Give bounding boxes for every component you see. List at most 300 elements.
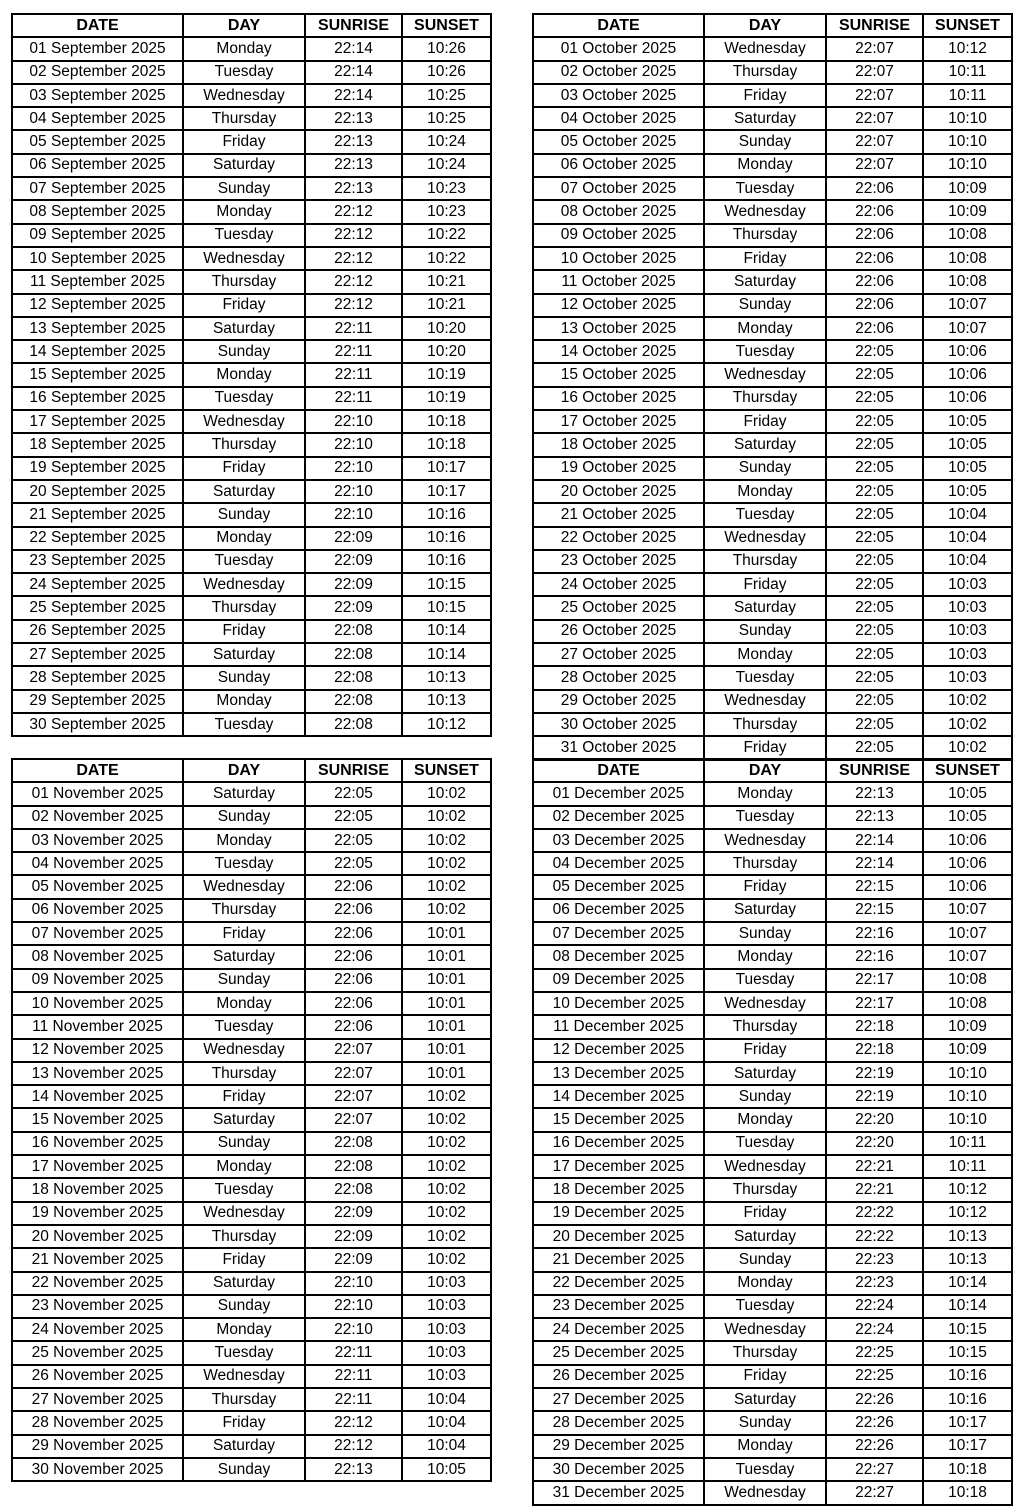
table-row bbox=[12, 363, 491, 386]
sunrise-cell: 22:08 bbox=[305, 1178, 402, 1201]
date-cell: 16 November 2025 bbox=[12, 1132, 183, 1155]
sunrise-cell: 22:27 bbox=[826, 1458, 923, 1481]
sunset-cell: 10:18 bbox=[402, 410, 491, 433]
table-row bbox=[533, 527, 1012, 550]
sunrise-cell: 22:05 bbox=[826, 387, 923, 410]
date-cell: 29 September 2025 bbox=[12, 690, 183, 713]
day-cell: Sunday bbox=[183, 1458, 305, 1481]
table-row bbox=[533, 550, 1012, 573]
sunrise-cell: 22:10 bbox=[305, 1295, 402, 1318]
sunrise-cell: 22:05 bbox=[826, 643, 923, 666]
day-cell: Monday bbox=[183, 829, 305, 852]
sunset-cell: 10:20 bbox=[402, 340, 491, 363]
date-header: DATE bbox=[533, 14, 704, 37]
day-cell: Monday bbox=[183, 363, 305, 386]
table-row bbox=[533, 875, 1012, 898]
sunset-cell: 10:02 bbox=[402, 1202, 491, 1225]
day-cell: Monday bbox=[704, 480, 826, 503]
sunrise-cell: 22:19 bbox=[826, 1062, 923, 1085]
sunset-cell: 10:02 bbox=[402, 852, 491, 875]
table-row bbox=[12, 992, 491, 1015]
sunrise-cell: 22:10 bbox=[305, 1272, 402, 1295]
day-cell: Sunday bbox=[183, 1295, 305, 1318]
sunset-cell: 10:16 bbox=[402, 503, 491, 526]
date-cell: 19 December 2025 bbox=[533, 1202, 704, 1225]
day-cell: Tuesday bbox=[704, 503, 826, 526]
sunset-cell: 10:01 bbox=[402, 1039, 491, 1062]
sunset-cell: 10:06 bbox=[923, 829, 1012, 852]
sunset-cell: 10:09 bbox=[923, 1015, 1012, 1038]
date-cell: 07 September 2025 bbox=[12, 177, 183, 200]
day-cell: Wednesday bbox=[704, 690, 826, 713]
table-row bbox=[533, 1388, 1012, 1411]
sunset-cell: 10:01 bbox=[402, 945, 491, 968]
date-cell: 11 November 2025 bbox=[12, 1015, 183, 1038]
table-row bbox=[12, 154, 491, 177]
sunrise-cell: 22:06 bbox=[305, 969, 402, 992]
sunrise-cell: 22:06 bbox=[305, 1015, 402, 1038]
date-cell: 05 November 2025 bbox=[12, 875, 183, 898]
sunset-cell: 10:08 bbox=[923, 992, 1012, 1015]
date-cell: 05 December 2025 bbox=[533, 875, 704, 898]
sunrise-cell: 22:05 bbox=[826, 457, 923, 480]
table-row bbox=[533, 247, 1012, 270]
date-cell: 21 November 2025 bbox=[12, 1248, 183, 1271]
table-row bbox=[533, 224, 1012, 247]
table-row bbox=[533, 1411, 1012, 1434]
day-cell: Sunday bbox=[183, 666, 305, 689]
table-row bbox=[12, 1202, 491, 1225]
date-cell: 24 September 2025 bbox=[12, 573, 183, 596]
table-row bbox=[12, 200, 491, 223]
day-cell: Wednesday bbox=[704, 1318, 826, 1341]
sunset-cell: 10:10 bbox=[923, 154, 1012, 177]
day-cell: Thursday bbox=[704, 713, 826, 736]
table-row bbox=[533, 294, 1012, 317]
day-cell: Friday bbox=[183, 130, 305, 153]
table-row bbox=[533, 620, 1012, 643]
table-row bbox=[533, 713, 1012, 736]
sunset-cell: 10:17 bbox=[923, 1411, 1012, 1434]
day-cell: Sunday bbox=[704, 1411, 826, 1434]
date-cell: 01 November 2025 bbox=[12, 782, 183, 805]
date-cell: 26 October 2025 bbox=[533, 620, 704, 643]
sunset-cell: 10:01 bbox=[402, 969, 491, 992]
date-cell: 30 September 2025 bbox=[12, 713, 183, 736]
sunrise-cell: 22:16 bbox=[826, 945, 923, 968]
table-row bbox=[533, 130, 1012, 153]
date-cell: 30 December 2025 bbox=[533, 1458, 704, 1481]
sunset-cell: 10:05 bbox=[923, 457, 1012, 480]
sunrise-cell: 22:07 bbox=[305, 1039, 402, 1062]
sunrise-cell: 22:05 bbox=[305, 806, 402, 829]
table-row bbox=[12, 37, 491, 60]
date-header: DATE bbox=[12, 14, 183, 37]
sunrise-cell: 22:24 bbox=[826, 1295, 923, 1318]
date-cell: 23 October 2025 bbox=[533, 550, 704, 573]
sunset-cell: 10:15 bbox=[402, 596, 491, 619]
sunset-cell: 10:12 bbox=[923, 37, 1012, 60]
sunset-cell: 10:26 bbox=[402, 61, 491, 84]
day-cell: Monday bbox=[183, 690, 305, 713]
date-cell: 21 December 2025 bbox=[533, 1248, 704, 1271]
date-cell: 14 October 2025 bbox=[533, 340, 704, 363]
table-row bbox=[12, 666, 491, 689]
sunrise-cell: 22:07 bbox=[305, 1085, 402, 1108]
sunrise-cell: 22:05 bbox=[826, 503, 923, 526]
table-row bbox=[12, 84, 491, 107]
date-cell: 02 December 2025 bbox=[533, 806, 704, 829]
sunset-cell: 10:07 bbox=[923, 899, 1012, 922]
date-cell: 11 September 2025 bbox=[12, 270, 183, 293]
date-cell: 05 October 2025 bbox=[533, 130, 704, 153]
table-row bbox=[12, 550, 491, 573]
date-cell: 10 November 2025 bbox=[12, 992, 183, 1015]
day-cell: Wednesday bbox=[183, 1365, 305, 1388]
sunrise-cell: 22:05 bbox=[826, 340, 923, 363]
table-row bbox=[533, 1015, 1012, 1038]
table-row bbox=[12, 1178, 491, 1201]
table-row bbox=[12, 503, 491, 526]
table-row bbox=[533, 457, 1012, 480]
day-cell: Sunday bbox=[704, 457, 826, 480]
day-cell: Tuesday bbox=[183, 387, 305, 410]
sunset-cell: 10:11 bbox=[923, 1155, 1012, 1178]
sunrise-cell: 22:08 bbox=[305, 643, 402, 666]
date-cell: 28 December 2025 bbox=[533, 1411, 704, 1434]
date-cell: 20 October 2025 bbox=[533, 480, 704, 503]
table-row bbox=[12, 829, 491, 852]
date-cell: 15 October 2025 bbox=[533, 363, 704, 386]
day-cell: Monday bbox=[704, 643, 826, 666]
table-row bbox=[12, 713, 491, 736]
table-row bbox=[533, 945, 1012, 968]
sunrise-cell: 22:26 bbox=[826, 1411, 923, 1434]
day-cell: Thursday bbox=[183, 107, 305, 130]
day-header: DAY bbox=[704, 759, 826, 782]
table-body bbox=[12, 782, 491, 1481]
sunrise-cell: 22:05 bbox=[826, 410, 923, 433]
sunset-cell: 10:18 bbox=[923, 1481, 1012, 1504]
table-row bbox=[533, 1062, 1012, 1085]
sunrise-cell: 22:07 bbox=[305, 1062, 402, 1085]
date-cell: 29 October 2025 bbox=[533, 690, 704, 713]
sunrise-cell: 22:19 bbox=[826, 1085, 923, 1108]
date-cell: 16 October 2025 bbox=[533, 387, 704, 410]
date-cell: 20 September 2025 bbox=[12, 480, 183, 503]
sunrise-cell: 22:05 bbox=[826, 690, 923, 713]
sunrise-cell: 22:08 bbox=[305, 666, 402, 689]
sunset-cell: 10:02 bbox=[402, 875, 491, 898]
sunrise-cell: 22:05 bbox=[826, 596, 923, 619]
day-cell: Monday bbox=[704, 945, 826, 968]
table-row bbox=[533, 806, 1012, 829]
header-row bbox=[12, 14, 491, 37]
sunset-cell: 10:18 bbox=[923, 1458, 1012, 1481]
sunset-cell: 10:12 bbox=[923, 1178, 1012, 1201]
sunrise-header: SUNRISE bbox=[305, 759, 402, 782]
table-row bbox=[12, 922, 491, 945]
day-cell: Friday bbox=[704, 1202, 826, 1225]
date-cell: 03 November 2025 bbox=[12, 829, 183, 852]
day-cell: Tuesday bbox=[183, 713, 305, 736]
table-row bbox=[533, 1435, 1012, 1458]
table-row bbox=[533, 410, 1012, 433]
sunrise-cell: 22:09 bbox=[305, 1248, 402, 1271]
table-row bbox=[12, 294, 491, 317]
day-header: DAY bbox=[704, 14, 826, 37]
date-cell: 14 November 2025 bbox=[12, 1085, 183, 1108]
day-cell: Monday bbox=[183, 1318, 305, 1341]
date-cell: 13 December 2025 bbox=[533, 1062, 704, 1085]
table-row bbox=[12, 1365, 491, 1388]
table-row bbox=[533, 1481, 1012, 1504]
sunrise-cell: 22:16 bbox=[826, 922, 923, 945]
day-cell: Friday bbox=[183, 922, 305, 945]
sunset-cell: 10:21 bbox=[402, 270, 491, 293]
sunrise-cell: 22:06 bbox=[826, 317, 923, 340]
sunset-cell: 10:09 bbox=[923, 1039, 1012, 1062]
sunset-cell: 10:14 bbox=[402, 620, 491, 643]
sunrise-cell: 22:05 bbox=[826, 713, 923, 736]
table-row bbox=[533, 61, 1012, 84]
day-cell: Tuesday bbox=[704, 340, 826, 363]
sunrise-cell: 22:15 bbox=[826, 899, 923, 922]
sunset-cell: 10:02 bbox=[402, 1085, 491, 1108]
sunset-cell: 10:22 bbox=[402, 247, 491, 270]
table-row bbox=[12, 643, 491, 666]
september-table bbox=[11, 13, 492, 737]
sunset-cell: 10:13 bbox=[402, 690, 491, 713]
day-cell: Friday bbox=[183, 457, 305, 480]
table-row bbox=[12, 387, 491, 410]
day-cell: Thursday bbox=[183, 1062, 305, 1085]
day-cell: Thursday bbox=[704, 550, 826, 573]
day-cell: Saturday bbox=[183, 945, 305, 968]
sunrise-cell: 22:08 bbox=[305, 1132, 402, 1155]
november-table bbox=[11, 758, 492, 1482]
sunset-cell: 10:10 bbox=[923, 1108, 1012, 1131]
table-row bbox=[12, 480, 491, 503]
day-cell: Saturday bbox=[183, 1108, 305, 1131]
sunset-cell: 10:11 bbox=[923, 61, 1012, 84]
date-cell: 12 December 2025 bbox=[533, 1039, 704, 1062]
sunrise-cell: 22:05 bbox=[826, 620, 923, 643]
october-table bbox=[532, 13, 1013, 761]
sunrise-cell: 22:06 bbox=[305, 945, 402, 968]
table-row bbox=[533, 992, 1012, 1015]
table-row bbox=[12, 620, 491, 643]
day-cell: Sunday bbox=[183, 340, 305, 363]
sunset-header: SUNSET bbox=[923, 759, 1012, 782]
table-row bbox=[533, 154, 1012, 177]
date-cell: 01 December 2025 bbox=[533, 782, 704, 805]
sunset-cell: 10:22 bbox=[402, 224, 491, 247]
table-row bbox=[12, 1015, 491, 1038]
sunset-header: SUNSET bbox=[402, 14, 491, 37]
sunrise-cell: 22:06 bbox=[826, 177, 923, 200]
date-cell: 18 November 2025 bbox=[12, 1178, 183, 1201]
day-cell: Thursday bbox=[704, 224, 826, 247]
sunrise-cell: 22:25 bbox=[826, 1341, 923, 1364]
date-cell: 26 November 2025 bbox=[12, 1365, 183, 1388]
sunrise-cell: 22:09 bbox=[305, 596, 402, 619]
table-row bbox=[12, 317, 491, 340]
date-cell: 07 November 2025 bbox=[12, 922, 183, 945]
date-cell: 15 December 2025 bbox=[533, 1108, 704, 1131]
day-cell: Monday bbox=[183, 527, 305, 550]
sunset-cell: 10:06 bbox=[923, 387, 1012, 410]
day-cell: Tuesday bbox=[183, 1341, 305, 1364]
sunset-cell: 10:02 bbox=[923, 690, 1012, 713]
sunrise-cell: 22:05 bbox=[826, 736, 923, 759]
date-cell: 17 November 2025 bbox=[12, 1155, 183, 1178]
date-cell: 13 November 2025 bbox=[12, 1062, 183, 1085]
header-row bbox=[533, 14, 1012, 37]
day-cell: Wednesday bbox=[704, 992, 826, 1015]
sunset-header: SUNSET bbox=[402, 759, 491, 782]
date-cell: 30 October 2025 bbox=[533, 713, 704, 736]
sunset-cell: 10:02 bbox=[402, 1155, 491, 1178]
table-row bbox=[12, 1435, 491, 1458]
sunset-cell: 10:04 bbox=[402, 1411, 491, 1434]
date-cell: 25 December 2025 bbox=[533, 1341, 704, 1364]
day-cell: Sunday bbox=[183, 177, 305, 200]
table-row bbox=[533, 503, 1012, 526]
sunrise-cell: 22:09 bbox=[305, 1202, 402, 1225]
day-cell: Friday bbox=[704, 875, 826, 898]
sunrise-cell: 22:21 bbox=[826, 1178, 923, 1201]
sunrise-cell: 22:12 bbox=[305, 247, 402, 270]
sunset-cell: 10:05 bbox=[923, 433, 1012, 456]
table-row bbox=[12, 690, 491, 713]
sunrise-cell: 22:12 bbox=[305, 270, 402, 293]
day-cell: Saturday bbox=[183, 154, 305, 177]
date-cell: 08 October 2025 bbox=[533, 200, 704, 223]
sunset-cell: 10:08 bbox=[923, 969, 1012, 992]
table-row bbox=[12, 1085, 491, 1108]
date-cell: 26 September 2025 bbox=[12, 620, 183, 643]
date-cell: 19 October 2025 bbox=[533, 457, 704, 480]
sunrise-cell: 22:15 bbox=[826, 875, 923, 898]
day-header: DAY bbox=[183, 14, 305, 37]
sunrise-cell: 22:05 bbox=[305, 852, 402, 875]
date-cell: 24 December 2025 bbox=[533, 1318, 704, 1341]
sunset-cell: 10:17 bbox=[402, 457, 491, 480]
table-row bbox=[533, 1132, 1012, 1155]
sunset-cell: 10:16 bbox=[402, 550, 491, 573]
date-cell: 09 December 2025 bbox=[533, 969, 704, 992]
sunrise-header: SUNRISE bbox=[826, 14, 923, 37]
sunset-cell: 10:03 bbox=[402, 1365, 491, 1388]
table-row bbox=[533, 852, 1012, 875]
date-cell: 18 September 2025 bbox=[12, 433, 183, 456]
day-cell: Sunday bbox=[183, 806, 305, 829]
date-cell: 24 November 2025 bbox=[12, 1318, 183, 1341]
day-cell: Thursday bbox=[704, 61, 826, 84]
table-row bbox=[12, 1318, 491, 1341]
date-cell: 09 November 2025 bbox=[12, 969, 183, 992]
day-cell: Sunday bbox=[704, 294, 826, 317]
sunrise-header: SUNRISE bbox=[826, 759, 923, 782]
table-row bbox=[533, 84, 1012, 107]
date-cell: 14 September 2025 bbox=[12, 340, 183, 363]
table-row bbox=[12, 1248, 491, 1271]
day-cell: Wednesday bbox=[183, 1202, 305, 1225]
sunrise-cell: 22:22 bbox=[826, 1202, 923, 1225]
day-cell: Friday bbox=[704, 736, 826, 759]
sunrise-cell: 22:10 bbox=[305, 503, 402, 526]
table-row bbox=[12, 1295, 491, 1318]
date-cell: 06 December 2025 bbox=[533, 899, 704, 922]
table-row bbox=[533, 596, 1012, 619]
sunrise-cell: 22:07 bbox=[305, 1108, 402, 1131]
day-cell: Thursday bbox=[704, 1178, 826, 1201]
day-cell: Monday bbox=[704, 1108, 826, 1131]
day-cell: Friday bbox=[704, 1039, 826, 1062]
sunrise-cell: 22:12 bbox=[305, 294, 402, 317]
date-cell: 20 December 2025 bbox=[533, 1225, 704, 1248]
table-row bbox=[533, 37, 1012, 60]
day-cell: Friday bbox=[704, 410, 826, 433]
day-cell: Thursday bbox=[183, 1225, 305, 1248]
table-body bbox=[533, 782, 1012, 1504]
day-cell: Saturday bbox=[183, 643, 305, 666]
table-row bbox=[533, 1365, 1012, 1388]
date-cell: 12 September 2025 bbox=[12, 294, 183, 317]
date-cell: 10 December 2025 bbox=[533, 992, 704, 1015]
table-row bbox=[533, 340, 1012, 363]
sunset-cell: 10:07 bbox=[923, 317, 1012, 340]
day-cell: Wednesday bbox=[183, 573, 305, 596]
day-cell: Saturday bbox=[704, 270, 826, 293]
day-cell: Tuesday bbox=[183, 224, 305, 247]
date-cell: 30 November 2025 bbox=[12, 1458, 183, 1481]
day-cell: Friday bbox=[704, 247, 826, 270]
sunset-cell: 10:02 bbox=[402, 899, 491, 922]
sunrise-cell: 22:13 bbox=[305, 130, 402, 153]
date-cell: 14 December 2025 bbox=[533, 1085, 704, 1108]
sunrise-cell: 22:11 bbox=[305, 317, 402, 340]
table-row bbox=[533, 1248, 1012, 1271]
sunset-cell: 10:11 bbox=[923, 1132, 1012, 1155]
table-row bbox=[533, 922, 1012, 945]
sunset-cell: 10:02 bbox=[402, 782, 491, 805]
sunset-cell: 10:01 bbox=[402, 992, 491, 1015]
day-cell: Monday bbox=[704, 1272, 826, 1295]
day-cell: Friday bbox=[183, 1411, 305, 1434]
day-cell: Thursday bbox=[704, 1015, 826, 1038]
sunset-cell: 10:05 bbox=[923, 480, 1012, 503]
sunrise-cell: 22:09 bbox=[305, 1225, 402, 1248]
sunset-cell: 10:04 bbox=[402, 1435, 491, 1458]
sunrise-cell: 22:13 bbox=[305, 177, 402, 200]
sunrise-cell: 22:09 bbox=[305, 527, 402, 550]
sunrise-cell: 22:06 bbox=[826, 247, 923, 270]
sunrise-cell: 22:10 bbox=[305, 457, 402, 480]
december-table bbox=[532, 758, 1013, 1506]
sunrise-cell: 22:21 bbox=[826, 1155, 923, 1178]
sunset-cell: 10:19 bbox=[402, 387, 491, 410]
sunset-cell: 10:02 bbox=[923, 713, 1012, 736]
day-cell: Tuesday bbox=[183, 1015, 305, 1038]
sunrise-cell: 22:12 bbox=[305, 1435, 402, 1458]
date-cell: 08 September 2025 bbox=[12, 200, 183, 223]
day-cell: Monday bbox=[704, 782, 826, 805]
day-cell: Wednesday bbox=[183, 410, 305, 433]
sunset-cell: 10:10 bbox=[923, 107, 1012, 130]
sunset-cell: 10:10 bbox=[923, 130, 1012, 153]
